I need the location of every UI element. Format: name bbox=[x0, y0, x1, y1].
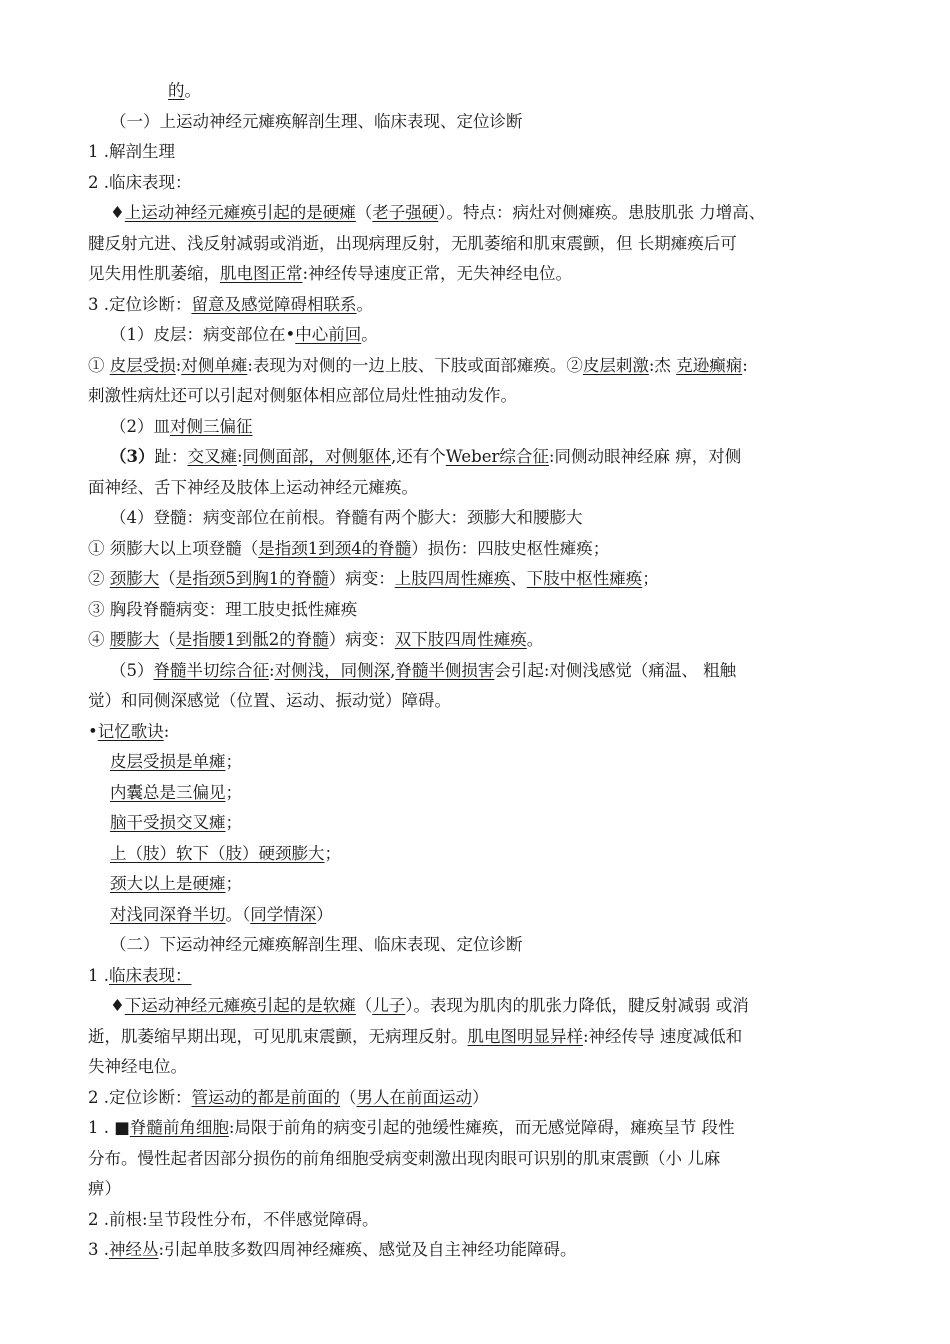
list-item: ③ 胸段脊髓病变：理工肢史抵性瘫痪 bbox=[88, 599, 358, 619]
sub-item: （5）脊髓半切综合征:对侧浅，同侧深,脊髓半侧损害会引起:对侧浅感觉（痛温、 粗触 bbox=[110, 660, 737, 680]
paragraph-line: 分布。慢性起者因部分损伤的前角细胞受病变刺激出现肉眼可识别的肌束震颤（小 儿麻 bbox=[88, 1148, 721, 1168]
numbered-item: 1 .解剖生理 bbox=[88, 142, 175, 161]
paragraph-line: 逝，肌萎缩早期出现，可见肌束震颤，无病理反射。肌电图明显异样:神经传导 速度减低和 bbox=[88, 1026, 743, 1046]
sub-item: （4）登髓：病变部位在前根。脊髓有两个膨大：颈膨大和腰膨大 bbox=[110, 508, 583, 527]
numbered-item: 2 .临床表现： bbox=[88, 172, 192, 192]
mnemonic-line: 颈大以上是硬瘫； bbox=[110, 874, 242, 893]
section-heading: （一）上运动神经元瘫痪解剖生理、临床表现、定位诊断 bbox=[110, 111, 523, 131]
list-item: ④ 腰膨大（是指腰1到骶2的脊髓）病变：双下肢四周性瘫痪。 bbox=[88, 630, 544, 649]
sub-item: （3）趾：交叉瘫:同侧面部，对侧躯体,还有个Weber综合征:同侧动眼神经麻 痹，对侧 bbox=[110, 447, 742, 466]
list-item: ① 须膨大以上项登髓（是指颈1到颈4的脊髓）损伤：四肢史枢性瘫痪； bbox=[88, 538, 610, 558]
sub-item: （2）皿对侧三偏征 bbox=[110, 416, 253, 436]
numbered-item: 3 .神经丛:引起单肢多数四周神经瘫痪、感觉及自主神经功能障碍。 bbox=[88, 1240, 577, 1259]
paragraph-line: 失神经电位。 bbox=[88, 1057, 187, 1076]
paragraph-line: 见失用性肌萎缩，肌电图正常:神经传导速度正常，无失神经电位。 bbox=[88, 264, 573, 283]
paragraph-line: 觉）和同侧深感觉（位置、运动、振动觉）障碍。 bbox=[88, 691, 451, 710]
numbered-item: 1 .临床表现： bbox=[88, 965, 192, 985]
list-item: ② 颈膨大（是指颈5到胸1的脊髓）病变：上肢四周性瘫痪、下肢中枢性瘫痪； bbox=[88, 569, 659, 588]
mnemonic-line: 内囊总是三偏见； bbox=[110, 782, 242, 802]
section-heading: （二）下运动神经元瘫痪解剖生理、临床表现、定位诊断 bbox=[110, 935, 523, 954]
paragraph-line: 面神经、舌下神经及肢体上运动神经元瘫痪。 bbox=[88, 477, 418, 497]
mnemonic-heading: •记忆歌诀: bbox=[88, 721, 170, 741]
paragraph-line: 腱反射亢进、浅反射减弱或消逝，出现病理反射，无肌萎缩和肌束震颤，但 长期瘫痪后可 bbox=[88, 233, 737, 253]
paragraph-line: ♦上运动神经元瘫痪引起的是硬瘫（老子强硬）。特点：病灶对侧瘫痪。患肢肌张 力增高、 bbox=[110, 203, 766, 222]
mnemonic-line: 对浅同深脊半切。（同学情深） bbox=[110, 904, 333, 924]
paragraph-line: 痹） bbox=[88, 1179, 121, 1198]
text-line: 的。 bbox=[168, 81, 201, 100]
numbered-item: 2 .定位诊断：管运动的都是前面的（男人在前面运动） bbox=[88, 1087, 489, 1107]
mnemonic-line: 上（肢）软下（肢）硬颈膨大； bbox=[110, 843, 341, 863]
numbered-item: 3 .定位诊断：留意及感觉障碍相联系。 bbox=[88, 294, 373, 314]
numbered-item: 2 .前根:呈节段性分布，不伴感觉障碍。 bbox=[88, 1209, 379, 1229]
paragraph-line: ① 皮层受损:对侧单瘫:表现为对侧的一边上肢、下肢或面部瘫痪。②皮层刺激:杰 克逊癫痫: bbox=[88, 355, 748, 375]
mnemonic-line: 皮层受损是单瘫； bbox=[110, 752, 242, 771]
paragraph-line: ♦下运动神经元瘫痪引起的是软瘫（儿子）。表现为肌肉的肌张力降低，腱反射减弱 或消 bbox=[110, 996, 749, 1015]
mnemonic-line: 脑干受损交叉瘫； bbox=[110, 813, 242, 832]
sub-item: （1）皮层：病变部位在•中心前回。 bbox=[110, 325, 378, 344]
paragraph-line: 刺激性病灶还可以引起对侧躯体相应部位局灶性抽动发作。 bbox=[88, 386, 517, 405]
numbered-item: 1 . ■脊髓前角细胞:局限于前角的病变引起的弛缓性瘫痪，而无感觉障碍，瘫痪呈节 段性 bbox=[88, 1118, 735, 1137]
